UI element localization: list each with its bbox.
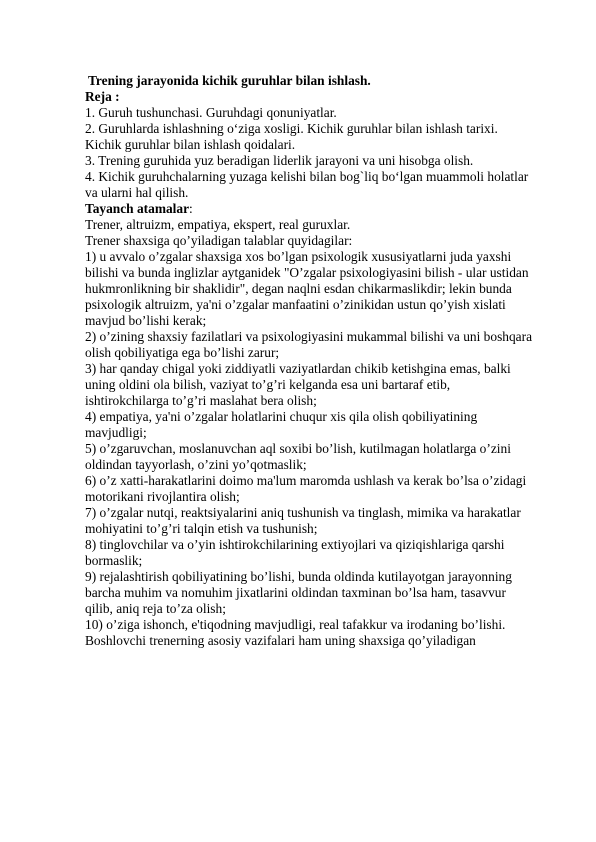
- body-line: bormaslik;: [85, 553, 143, 568]
- plan-item: Kichik guruhlar bilan ishlash qoidalari.: [85, 137, 296, 152]
- body-line: 2) o’zining shaxsiy fazilatlari va psixologiyasini mukammal bilishi va uni boshqara: [85, 329, 533, 344]
- body-line: 6) o’z xatti-harakatlarini doimo ma'lum maromda ushlash va kerak bo’lsa o’zidagi: [85, 473, 527, 488]
- body-line: bilishi va bunda inglizlar aytganidek "O’zgalar psixologiyasini bilish - ular ustidan: [85, 265, 529, 280]
- body-line: olish qobiliyatiga ega bo’lishi zarur;: [85, 345, 280, 360]
- body-line: mavjud bo’lishi kerak;: [85, 313, 207, 328]
- plan-heading: Reja :: [85, 89, 120, 104]
- keywords-heading: Tayanch atamalar: [85, 201, 190, 216]
- plan-list: [85, 105, 565, 201]
- body-line: mavjudligi;: [85, 425, 147, 440]
- body-line: oldindan tayyorlash, o’zini yo’qotmaslik;: [85, 457, 307, 472]
- body-line: ishtirokchilarga to’g’ri maslahat bera olish;: [85, 393, 317, 408]
- body-line: barcha muhim va nomuhim jixatlarini oldindan taxminan bo’lsa ham, tasavvur: [85, 585, 506, 600]
- body-line: mohiyatini to’g’ri talqin etish va tushunish;: [85, 521, 318, 536]
- body-line: Trener shaxsiga qo’yiladigan talablar quyidagilar:: [85, 233, 353, 248]
- body-line: qilib, aniq reja to’za olish;: [85, 601, 226, 616]
- plan-item: 1. Guruh tushunchasi. Guruhdagi qonuniyatlar.: [85, 105, 337, 120]
- body-line: 9) rejalashtirish qobiliyatining bo’lishi, bunda oldinda kutilayotgan jarayonning: [85, 569, 512, 584]
- body-line: 3) har qanday chigal yoki ziddiyatli vaziyatlardan chikib ketishgina emas, balki: [85, 361, 511, 376]
- plan-item: va ularni hal qilish.: [85, 185, 189, 200]
- keywords-colon: :: [189, 201, 193, 216]
- body-line: 10) o’ziga ishonch, e'tiqodning mavjudligi, real tafakkur va irodaning bo’lishi.: [85, 617, 506, 632]
- plan-item: 2. Guruhlarda ishlashning o‘ziga xosligi. Kichik guruhlar bilan ishlash tarixi.: [85, 121, 498, 136]
- body-line: 1) u avvalo o’zgalar shaxsiga xos bo’lgan psixologik xususiyatlarni juda yaxshi: [85, 249, 512, 264]
- keywords-heading-line: [85, 201, 565, 217]
- document-title: Trening jarayonida kichik guruhlar bilan ishlash.: [88, 73, 371, 88]
- body-line: uning oldini ola bilish, vaziyat to’g’ri kelganda esa uni bartaraf etib,: [85, 377, 451, 392]
- body-text: [85, 217, 565, 649]
- body-line: psixologik altruizm, ya'ni o’zgalar manfaatini o’zinikidan ustun qo’yish xislati: [85, 297, 506, 312]
- body-line: 4) empatiya, ya'ni o’zgalar holatlarini chuqur xis qila olish qobiliyatining: [85, 409, 478, 424]
- plan-item: 3. Trening guruhida yuz beradigan liderlik jarayoni va uni hisobga olish.: [85, 153, 474, 168]
- body-line: 7) o’zgalar nutqi, reaktsiyalarini aniq tushunish va tinglash, mimika va harakatlar: [85, 505, 521, 520]
- body-line: hukmronlikning bir shaklidir", degan naqlni esdan chikarmaslikdir; lekin bunda: [85, 281, 512, 296]
- body-line: Trener, altruizm, empatiya, ekspert, real guruxlar.: [85, 217, 351, 232]
- body-line: 5) o’zgaruvchan, moslanuvchan aql soxibi bo’lish, kutilmagan holatlarga o’zini: [85, 441, 511, 456]
- plan-item: 4. Kichik guruhchalarning yuzaga kelishi bilan bog`liq bo‘lgan muammoli holatlar: [85, 169, 529, 184]
- body-line: 8) tinglovchilar va o’yin ishtirokchilarining extiyojlari va qiziqishlariga qarshi: [85, 537, 505, 552]
- body-line: Boshlovchi trenerning asosiy vazifalari ham uning shaxsiga qo’yiladigan: [85, 633, 476, 648]
- body-line: motorikani rivojlantira olish;: [85, 489, 240, 504]
- document-page: [85, 73, 565, 649]
